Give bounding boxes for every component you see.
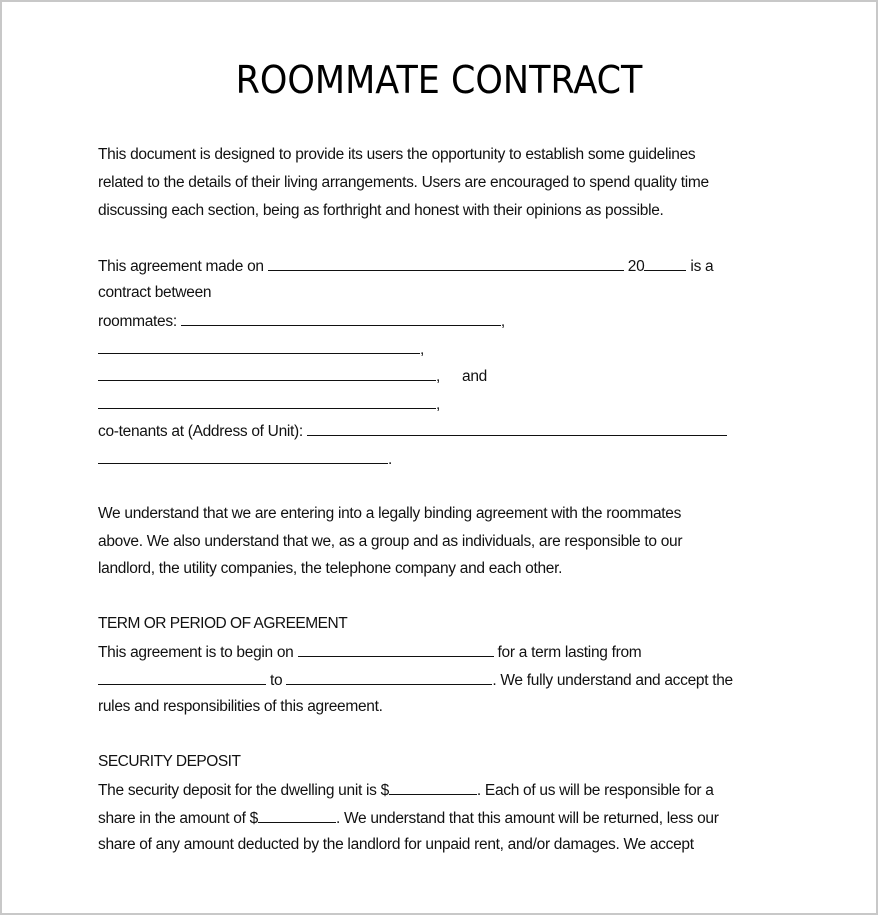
agreement-date-field[interactable] xyxy=(268,256,624,271)
begin-label: This agreement is to begin on xyxy=(98,644,294,661)
term-heading: TERM OR PERIOD OF AGREEMENT xyxy=(98,615,348,632)
term-from-field[interactable] xyxy=(98,670,266,685)
roommate-2-field[interactable] xyxy=(98,339,420,354)
roommate-2-line xyxy=(98,339,424,360)
deposit-amount-field[interactable] xyxy=(389,780,477,795)
share-amount-label: share in the amount of $ xyxy=(98,810,258,827)
made-on-label: This agreement made on xyxy=(98,258,264,275)
term-rules-line: rules and responsibilities of this agreement. xyxy=(98,698,383,715)
document-title: ROOMMATE CONTRACT xyxy=(235,58,643,102)
year-prefix: 20 xyxy=(627,258,645,275)
term-lasting-label: for a term lasting from xyxy=(497,644,642,661)
comma: , xyxy=(436,368,441,385)
intro-line-2: related to the details of their living arrangements. Users are encouraged to spend quality time xyxy=(98,174,709,191)
address-field-1[interactable] xyxy=(307,421,727,436)
understanding-line-2: above. We also understand that we, as a group and as individuals, are responsible to our xyxy=(98,533,683,550)
intro-line-1: This document is designed to provide its users the opportunity to establish some guidelines xyxy=(98,146,696,163)
deposit-line2-suffix: . We understand that this amount will be returned, less our xyxy=(335,810,719,827)
is-a-label: is a xyxy=(690,258,714,275)
comma: , xyxy=(500,313,505,330)
term-to-field[interactable] xyxy=(286,670,492,685)
period: . xyxy=(388,451,393,468)
contract-between-label: contract between xyxy=(98,284,212,301)
accept-text: . We fully understand and accept the xyxy=(492,672,733,689)
understanding-line-1: We understand that we are entering into a legally binding agreement with the roommates xyxy=(98,505,682,522)
roommate-1-field[interactable] xyxy=(181,311,501,326)
agreement-date-line xyxy=(98,256,713,277)
deposit-amount-label: The security deposit for the dwelling unit is $ xyxy=(98,782,389,799)
deposit-line-3: share of any amount deducted by the landlord for unpaid rent, and/or damages. We accept xyxy=(98,836,694,853)
deposit-line1-suffix: . Each of us will be responsible for a xyxy=(476,782,714,799)
comma: , xyxy=(436,396,441,413)
understanding-line-3: landlord, the utility companies, the telephone company and each other. xyxy=(98,560,563,577)
roommate-3-field[interactable] xyxy=(98,366,436,381)
deposit-heading: SECURITY DEPOSIT xyxy=(98,753,241,770)
cotenants-line xyxy=(98,421,727,442)
roommate-3-line xyxy=(98,366,487,387)
and-label: and xyxy=(462,368,487,385)
roommates-line xyxy=(98,311,505,332)
to-label: to xyxy=(270,672,283,689)
comma: , xyxy=(420,341,425,358)
begin-date-field[interactable] xyxy=(298,642,494,657)
deposit-line-1 xyxy=(98,780,714,801)
address-field-2[interactable] xyxy=(98,449,388,464)
share-amount-field[interactable] xyxy=(258,808,336,823)
roommate-4-field[interactable] xyxy=(98,394,436,409)
term-range-line xyxy=(98,670,733,691)
intro-line-3: discussing each section, being as forthright and honest with their opinions as possible. xyxy=(98,202,664,219)
year-field[interactable] xyxy=(644,256,686,271)
term-begin-line xyxy=(98,642,641,663)
roommate-4-line xyxy=(98,394,440,415)
roommates-label: roommates: xyxy=(98,313,177,330)
deposit-line-2 xyxy=(98,808,719,829)
address-line-2 xyxy=(98,449,392,470)
cotenants-label: co-tenants at (Address of Unit): xyxy=(98,423,303,440)
